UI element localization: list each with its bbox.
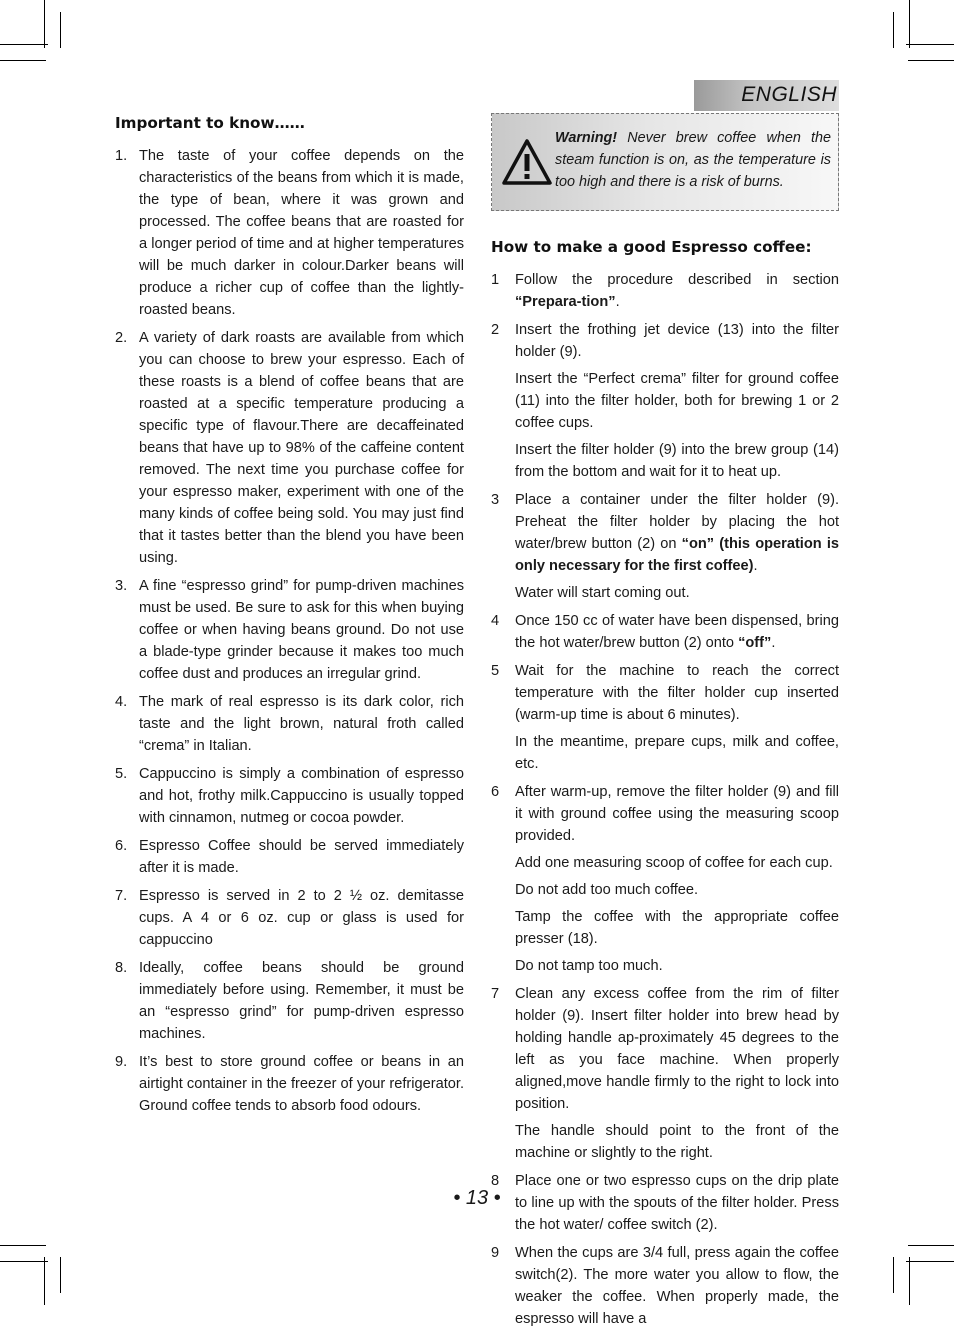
important-to-know-section <box>115 112 464 1123</box>
step-text: After warm-up, remove the filter holder (9) and fill it with ground coffee using the measuring scoop provided. <box>515 784 839 844</box>
step-text: Clean any excess coffee from the rim of filter holder (9). Insert filter holder into brew head by holding handle ap-proximately 45 degrees to the left as you face machine. When properly aligned,move handle firmly to the right to lock into position. <box>515 986 839 1112</box>
step-item <box>491 781 839 977</box>
list-item <box>115 691 464 757</box>
step-text-part: . <box>753 558 758 574</box>
item-number: 3. <box>115 578 128 594</box>
step-number: 1 <box>491 272 500 288</box>
espresso-steps-section <box>491 236 839 1336</box>
item-text: It’s best to store ground coffee or beans in an airtight container in the freezer of your refrigerator. Ground coffee tends to absorb food odours. <box>139 1054 464 1114</box>
step-text <box>515 489 839 577</box>
item-text: Cappuccino is simply a combination of espresso and hot, frothy milk.Cappuccino is usually topped with cinnamon, nutmeg or cocoa powder. <box>139 766 464 826</box>
item-text: The mark of real espresso is its dark color, rich taste and the light brown, natural froth called “crema” in Italian. <box>139 694 464 754</box>
list-item <box>115 885 464 951</box>
crop-mark <box>908 60 954 61</box>
step-number: 8 <box>491 1173 500 1189</box>
language-tab <box>694 80 839 111</box>
step-emphasis: “on” (this operation is only necessary for the first coffee) <box>515 536 840 574</box>
step-text: When the cups are 3/4 full, press again the coffee switch(2). The more water you allow to flow, the weaker the coffee. When properly made, the espresso will have a <box>515 1245 839 1327</box>
crop-mark <box>893 1257 894 1293</box>
section-heading: How to make a good Espresso coffee: <box>491 238 812 256</box>
list-item <box>115 575 464 685</box>
crop-mark <box>0 1245 46 1246</box>
step-text: Insert the frothing jet device (13) into the filter holder (9). <box>515 322 839 360</box>
step-number: 9 <box>491 1245 500 1261</box>
list-item <box>115 763 464 829</box>
item-text: A fine “espresso grind” for pump-driven machines must be used. Be sure to ask for this when buying coffee or when having beans ground. Do not use a blade-type grinder because it makes too much coffee dust and produces an irregular grind. <box>139 578 464 682</box>
crop-mark <box>60 1257 61 1293</box>
crop-mark <box>60 12 61 48</box>
step-text: Do not tamp too much. <box>515 958 663 974</box>
warning-text <box>555 127 831 193</box>
crop-mark <box>0 1261 48 1262</box>
page-number: • 13 • <box>453 1187 501 1209</box>
item-text: The taste of your coffee depends on the characteristics of the beans from which it is made, the type of bean, where it was grown and processed. The coffee beans that are roasted for a longer period of time and at higher temperatures will be much darker in colour.Darker beans will produce a richer cup of coffee than the lightly-roasted beans. <box>139 148 464 318</box>
list-item <box>115 1051 464 1117</box>
step-text <box>515 269 839 313</box>
warning-label: Warning! <box>555 130 618 146</box>
step-text-part: Place a container under the filter holder (9). Preheat the filter holder by placing the hot water/brew button (2) on <box>515 492 839 552</box>
item-number: 4. <box>115 694 128 710</box>
step-item <box>491 1242 839 1330</box>
step-number: 3 <box>491 492 500 508</box>
step-text: The handle should point to the front of the machine or slightly to the right. <box>515 1123 839 1161</box>
step-item <box>491 319 839 483</box>
step-number: 4 <box>491 613 500 629</box>
section-heading: Important to know…… <box>115 114 305 132</box>
crop-mark <box>0 60 46 61</box>
crop-mark <box>0 44 48 45</box>
crop-mark <box>906 44 954 45</box>
crop-mark <box>906 1261 954 1262</box>
item-text: Ideally, coffee beans should be ground immediately before using. Remember, it must be an “espresso grind” for pump-driven espresso machines. <box>139 960 464 1042</box>
step-emphasis: “off” <box>738 635 772 651</box>
item-number: 7. <box>115 888 128 904</box>
step-text-part: . <box>615 294 620 310</box>
step-item <box>491 660 839 775</box>
crop-mark <box>909 1257 910 1305</box>
item-number: 1. <box>115 148 128 164</box>
list-item <box>115 145 464 321</box>
item-text: Espresso Coffee should be served immediately after it is made. <box>139 838 464 876</box>
step-item <box>491 489 839 604</box>
step-text: Insert the “Perfect crema” filter for ground coffee (11) into the filter holder, both for brewing 1 or 2 coffee cups. <box>515 371 839 431</box>
item-number: 5. <box>115 766 128 782</box>
item-number: 2. <box>115 330 128 346</box>
step-item <box>491 269 839 313</box>
step-text: In the meantime, prepare cups, milk and coffee, etc. <box>515 734 839 772</box>
step-item <box>491 610 839 654</box>
step-number: 6 <box>491 784 500 800</box>
crop-mark <box>44 1257 45 1305</box>
step-text: Tamp the coffee with the appropriate coffee presser (18). <box>515 909 839 947</box>
step-text: Water will start coming out. <box>515 585 690 601</box>
crop-mark <box>908 1245 954 1246</box>
step-number: 7 <box>491 986 500 1002</box>
crop-mark <box>909 0 910 48</box>
crop-mark <box>893 12 894 48</box>
step-text: Place one or two espresso cups on the drip plate to line up with the spouts of the filter holder. Press the hot water/ coffee switch (2). <box>515 1173 839 1233</box>
step-text-part: Follow the procedure described in section <box>515 272 839 288</box>
crop-mark <box>44 0 45 48</box>
item-number: 8. <box>115 960 128 976</box>
step-text: Add one measuring scoop of coffee for each cup. <box>515 855 833 871</box>
warning-triangle-icon <box>501 138 553 186</box>
warning-box <box>491 113 839 211</box>
item-number: 6. <box>115 838 128 854</box>
step-text: Wait for the machine to reach the correct temperature with the filter holder cup inserted (warm-up time is about 6 minutes). <box>515 663 839 723</box>
warning-message: Never brew coffee when the steam function is on, as the temperature is too high and there is a risk of burns. <box>555 130 832 190</box>
step-number: 2 <box>491 322 500 338</box>
step-text-part: Once 150 cc of water have been dispensed, bring the hot water/brew button (2) onto <box>515 613 839 651</box>
list-item <box>115 327 464 569</box>
step-text-part: . <box>771 635 776 651</box>
item-text: Espresso is served in 2 to 2 ½ oz. demitasse cups. A 4 or 6 oz. cup or glass is used for cappuccino <box>139 888 464 948</box>
step-emphasis: “Prepara-tion” <box>515 294 616 310</box>
step-number: 5 <box>491 663 500 679</box>
item-number: 9. <box>115 1054 128 1070</box>
step-text <box>515 610 839 654</box>
step-text: Do not add too much coffee. <box>515 882 699 898</box>
list-item <box>115 957 464 1045</box>
step-text: Insert the filter holder (9) into the brew group (14) from the bottom and wait for it to heat up. <box>515 442 839 480</box>
step-item <box>491 983 839 1164</box>
list-item <box>115 835 464 879</box>
language-label: ENGLISH <box>741 83 837 106</box>
item-text: A variety of dark roasts are available from which you can choose to brew your espresso. Each of these roasts is a blend of coffee beans that are roasted at a specific temperature producing a specific type of flavour.There are decaffeinated beans that have up to 98% of the caffeine content removed. The next time you purchase coffee for your espresso maker, experiment with one of the many kinds of coffee being sold. You may just find that it tastes better than the blend you have been using. <box>139 330 464 566</box>
